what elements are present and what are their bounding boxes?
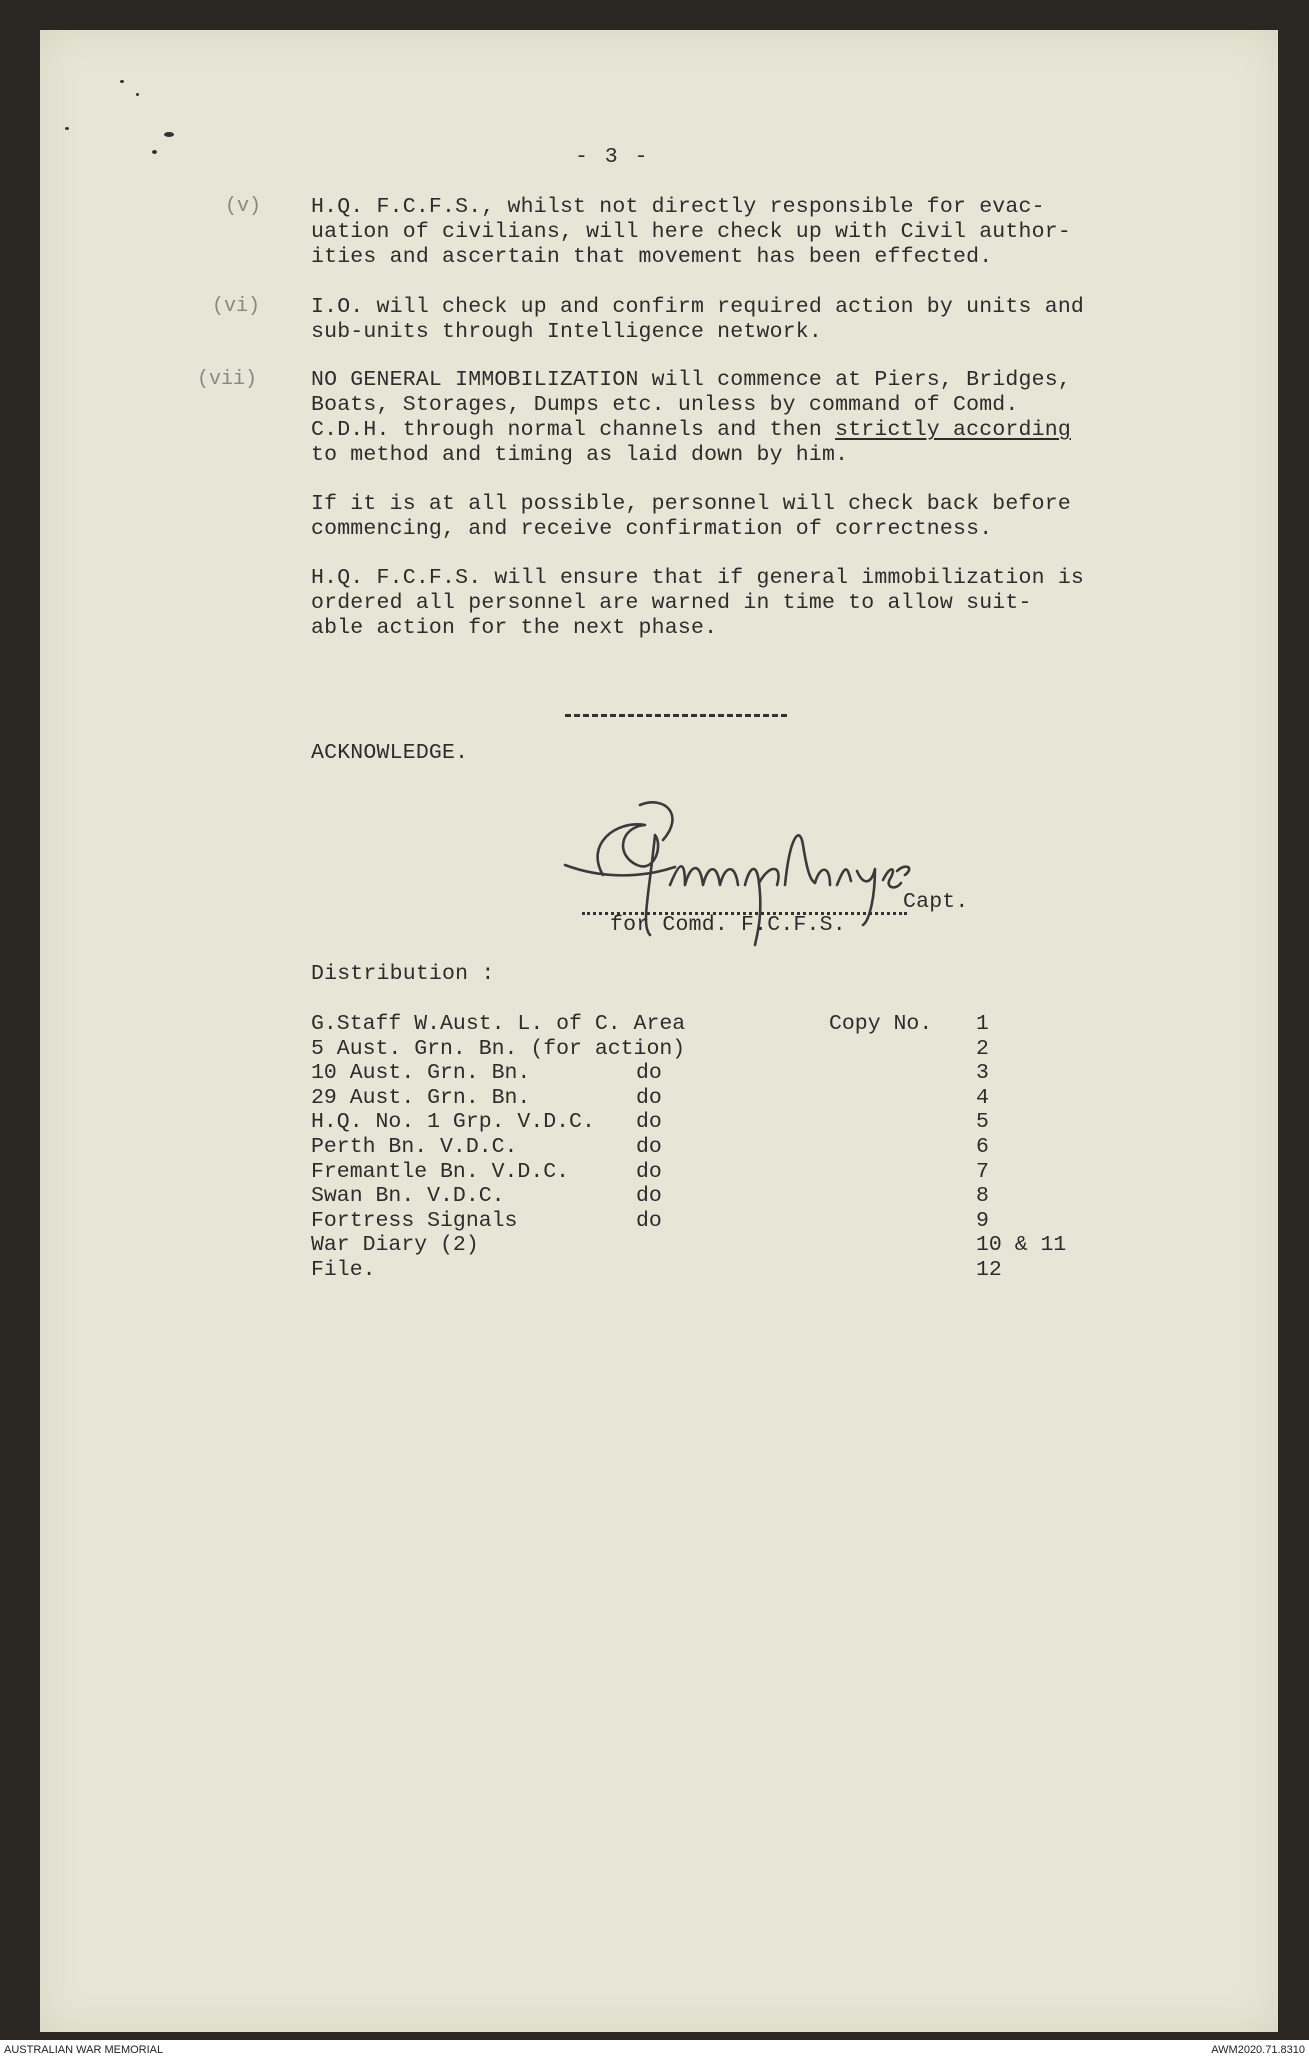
action: do — [636, 1134, 662, 1159]
table-row — [311, 1258, 1111, 1283]
copy-label: Copy No. — [829, 1012, 933, 1036]
table-row — [311, 1135, 1111, 1160]
section-divider — [565, 714, 787, 721]
copy-number: 2 — [976, 1036, 989, 1061]
copy-number: 4 — [976, 1085, 989, 1110]
paragraph-label-vii: (vii) — [197, 368, 258, 391]
paragraph-label-vi: (vi) — [212, 295, 261, 318]
paragraph-vii-line-1: NO GENERAL IMMOBILIZATION will commence at Piers, Bridges, — [311, 368, 1071, 392]
addressee: File. — [311, 1257, 376, 1282]
addressee: 5 Aust. Grn. Bn. (for action) — [311, 1036, 686, 1061]
copy-number: 9 — [976, 1208, 989, 1233]
table-row — [311, 1012, 1111, 1037]
acknowledge-text: ACKNOWLEDGE. — [311, 741, 469, 765]
copy-number: 6 — [976, 1134, 989, 1159]
action: do — [636, 1061, 662, 1086]
action: do — [636, 1110, 662, 1135]
action: do — [636, 1085, 662, 1110]
addressee: War Diary (2) — [311, 1233, 479, 1258]
copy-number: 12 — [976, 1257, 1002, 1282]
action: do — [636, 1159, 662, 1184]
table-row — [311, 1086, 1111, 1111]
copy-number: 10 & 11 — [976, 1233, 1067, 1258]
copy-number: 5 — [976, 1110, 989, 1135]
paragraph-v-line-1: H.Q. F.C.F.S., whilst not directly responsible for evac- — [311, 195, 1045, 219]
paper-speck — [120, 80, 124, 83]
addressee: G.Staff W.Aust. L. of C. Area — [311, 1012, 686, 1036]
paragraph-ensure-line-1: H.Q. F.C.F.S. will ensure that if general immobilization is — [311, 566, 1085, 590]
paragraph-ensure-line-2: ordered all personnel are warned in time to allow suit- — [311, 591, 1032, 615]
paragraph-ensure-line-3: able action for the next phase. — [311, 616, 718, 640]
paragraph-check-line-2: commencing, and receive confirmation of correctness. — [311, 517, 993, 541]
paragraph-label-v: (v) — [225, 195, 262, 218]
paragraph-vi-line-1: I.O. will check up and confirm required action by units and — [311, 295, 1085, 319]
addressee: Fortress Signals — [311, 1208, 518, 1233]
addressee: 29 Aust. Grn. Bn. — [311, 1085, 531, 1110]
copy-number: 7 — [976, 1159, 989, 1184]
addressee: 10 Aust. Grn. Bn. — [311, 1061, 531, 1086]
paragraph-vii-line-3-text: C.D.H. through normal channels and then — [311, 418, 836, 442]
paper-speck — [152, 150, 157, 154]
table-row — [311, 1233, 1111, 1258]
archive-footer — [0, 2040, 1309, 2061]
paper-speck — [136, 93, 139, 96]
paper-speck — [65, 127, 69, 130]
copy-number: 1 — [976, 1012, 989, 1036]
table-row — [311, 1110, 1111, 1135]
addressee: Fremantle Bn. V.D.C. — [311, 1159, 570, 1184]
paragraph-v-line-3: ities and ascertain that movement has been effected. — [311, 245, 993, 269]
addressee: Perth Bn. V.D.C. — [311, 1134, 518, 1159]
paragraph-vii-line-2: Boats, Storages, Dumps etc. unless by command of Comd. — [311, 393, 1019, 417]
copy-number: 8 — [976, 1184, 989, 1209]
signature-for-line: for Comd. F.C.F.S. — [610, 913, 846, 937]
addressee: H.Q. No. 1 Grp. V.D.C. — [311, 1110, 595, 1135]
table-row — [311, 1160, 1111, 1185]
paragraph-check-line-1: If it is at all possible, personnel will check back before — [311, 492, 1071, 516]
table-row — [311, 1037, 1111, 1062]
paragraph-vii-line-4: to method and timing as laid down by him. — [311, 443, 849, 467]
paper-speck — [164, 132, 174, 137]
addressee: Swan Bn. V.D.C. — [311, 1184, 505, 1209]
action: do — [636, 1208, 662, 1233]
signature-rank: Capt. — [903, 890, 969, 914]
distribution-heading: Distribution : — [311, 962, 495, 986]
distribution-table — [311, 1012, 1111, 1283]
paragraph-vi-line-2: sub-units through Intelligence network. — [311, 320, 822, 344]
page-number: - 3 - — [575, 145, 650, 169]
paragraph-vii-line-3 — [311, 418, 1071, 443]
paragraph-v-line-2: uation of civilians, will here check up with Civil author- — [311, 220, 1071, 244]
copy-number: 3 — [976, 1061, 989, 1086]
table-row — [311, 1061, 1111, 1086]
footer-reference: AWM2020.71.8310 — [1211, 2044, 1305, 2056]
underlined-emphasis: strictly according — [835, 418, 1071, 442]
footer-institution: AUSTRALIAN WAR MEMORIAL — [4, 2044, 164, 2056]
action: do — [636, 1184, 662, 1209]
table-row — [311, 1184, 1111, 1209]
table-row — [311, 1209, 1111, 1234]
